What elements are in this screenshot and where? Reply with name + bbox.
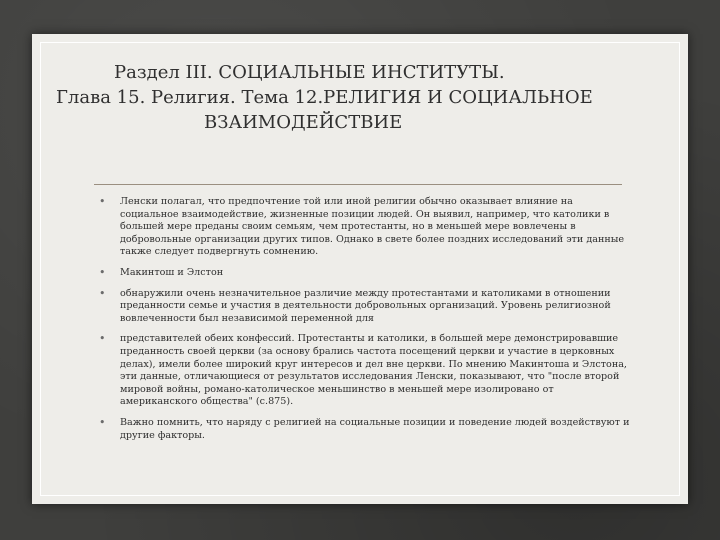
bullet-item [94,288,634,326]
bullet-icon: • [99,265,106,279]
title-divider [94,184,622,185]
bullet-text: обнаружили очень незначительное различие между протестантами и католиками в отношении преданности семье и участия в деятельности добровольных организаций. Уровень религиозной вовлеченности был независимой переменной для [120,287,611,324]
bullet-icon: • [99,286,106,300]
bullet-list [94,196,634,450]
bullet-text: Важно помнить, что наряду с религией на социальные позиции и поведение людей воздействуют и другие факторы. [120,416,630,441]
bullet-text: Ленски полагал, что предпочтение той или иной религии обычно оказывает влияние на социальное взаимодействие, жизненные позиции людей. Он выявил, например, что католики в большей мере преданы своим семьям, чем протестанты, но в меньшей мере вовлечены в добровольные организации других типов. Однако в свете более поздних исследований эти данные также следует подвергнуть сомнению. [120,196,625,258]
bullet-item [94,267,634,280]
bullet-item [94,196,634,259]
bullet-item [94,333,634,409]
bullet-icon: • [99,332,106,346]
bullet-item [94,417,634,442]
bullet-text: представителей обеих конфессий. Протестанты и католики, в большей мере демонстрировавшие преданность своей церкви (за основу брались частота посещений церкви и участие в церковных делах), имели более широкий круг интересов и дел вне церкви. По мнению Макинтоша и Элстона, эти данные, отличающиеся от результатов исследования Ленски, показывают, что "после второй мировой войны, романо-католическое меньшинство в меньшей мере изолировано от американского общества" (с.875). [120,333,627,408]
title-line-1: Раздел III. СОЦИАЛЬНЫЕ ИНСТИТУТЫ. [114,62,505,83]
bullet-text: Макинтош и Элстон [120,266,224,278]
slide-title [32,60,688,135]
slide [32,34,688,504]
title-line-3: ВЗАИМОДЕЙСТВИЕ [204,112,403,133]
bullet-icon: • [99,415,106,429]
bullet-icon: • [99,195,106,208]
title-line-2: Глава 15. Религия. Тема 12.РЕЛИГИЯ И СОЦИАЛЬНОЕ [56,87,593,108]
